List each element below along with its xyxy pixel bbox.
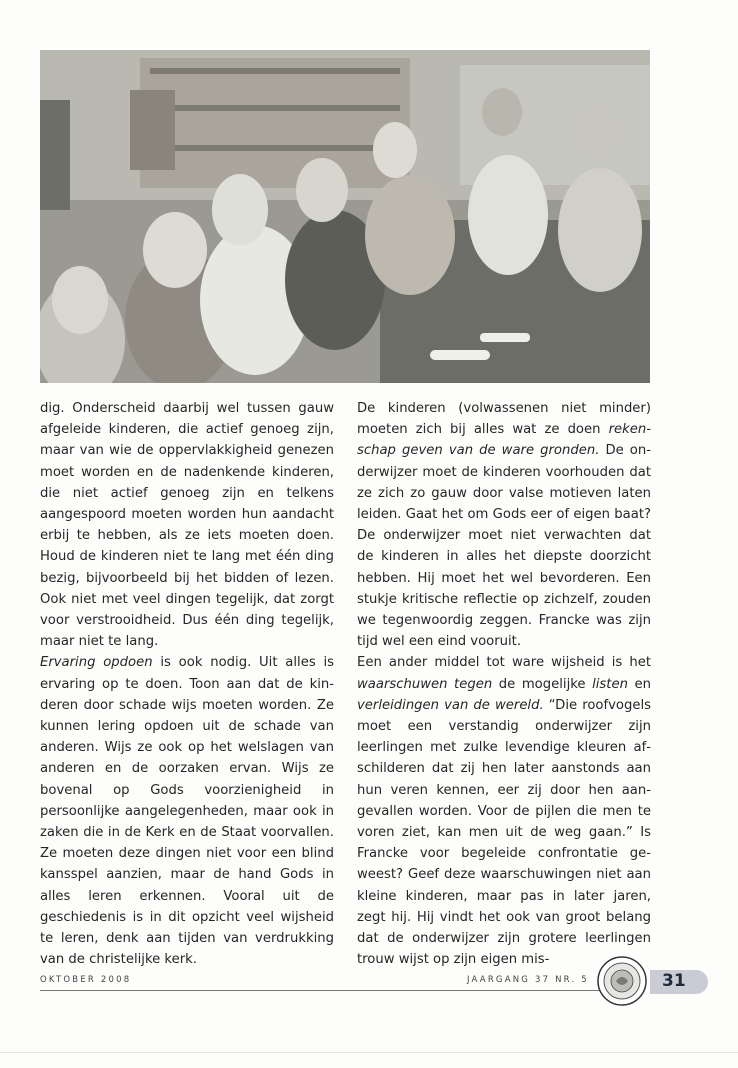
right-paragraph-2 [357, 652, 651, 970]
page-number: 31 [662, 971, 686, 991]
right-p1-end: De onderwijzer moet de kinderen voorhouden dat ze zich zo gauw door valse motieven laten leiden. Gaat het om Gods eer of eigen baat? De onderwijzer moet niet verwachten dat de kinderen in alles het diepste doorzicht hebben. Hij moet het wel bevorderen. Een stukje kritische reflectie op zichzelf, zouden we tegenwoordig zeggen. Francke was zijn tijd wel een eind vooruit. [357, 443, 651, 650]
emphasis-ervaring-opdoen: Ervaring opdoen [40, 655, 153, 671]
footer-issue: JAARGANG 37 NR. 5 [467, 975, 589, 985]
right-p2-mid: de mogelijke [492, 676, 593, 692]
right-p1-start: De kinderen (volwassenen niet minder) moeten zich bij alles wat ze doen [357, 401, 651, 438]
emphasis-rekenschap: rekenschap geven van de ware gronden. [357, 422, 651, 459]
left-paragraph-2 [40, 652, 334, 970]
right-paragraph-1 [357, 398, 651, 652]
right-p2-start: Een ander middel tot ware wijsheid is het [357, 655, 651, 671]
emphasis-listen: listen [592, 676, 628, 692]
classroom-photo [40, 50, 650, 383]
footer-rule [40, 990, 600, 991]
left-text-column [40, 398, 334, 970]
footer-date: OKTOBER 2008 [40, 975, 132, 985]
page-edge-line [0, 1052, 738, 1053]
left-paragraph-1: dig. Onderscheid daarbij wel tussen gauw afgeleide kinderen, die actief genoeg zijn, maar van wie de oppervlakkigheid genezen moet worden en de nadenkende kinderen, die niet actief genoeg zijn en telkens aangespoord moeten worden hun aandacht erbij te hebben, als ze iets moeten doen. Houd de kinderen niet te lang met één ding bezig, bijvoorbeeld bij het bidden of lezen. Ook niet met veel dingen tegelijk, dat zorgt voor verstrooidheid. Dus één ding tegelijk, maar niet te lang. [40, 401, 334, 650]
children-in-classroom-image [40, 50, 650, 383]
left-paragraph-2-text: is ook nodig. Uit alles is ervaring op te doen. Toon aan dat de kinderen door schade wijs moeten worden. Ze kunnen lering opdoen uit de schade van anderen. Wijs ze ook op het welslagen van anderen en de oorzaken ervan. Wijs ze bovenal op Gods voorzienigheid in persoonlijke aangelegenheden, maar ook in zaken die in de Kerk en de Staat voorvallen. Ze moeten deze dingen niet voor een blind kansspel aanzien, maar de hand Gods in alles leren erkennen. Vooral uit de geschiedenis is in dit opzicht veel wijsheid te leren, denk aan tijden van verdrukking van de christelijke kerk. [40, 655, 335, 968]
right-text-column [357, 398, 651, 970]
right-p2-mid2: en [627, 676, 651, 692]
emphasis-waarschuwen: waarschuwen tegen [357, 676, 493, 692]
right-p2-end: “Die roofvogels moet een verstandig onderwijzer zijn leerlingen met zulke levendige kleuren afschilderen dat zij hen later aanstonds aan hun veren kennen, eer zij door hen aangevallen worden. Voor de pijlen die men te voren ziet, kan men uit de weg gaan.” Is Francke voor begeleide confrontatie geweest? Geef deze waarschuwingen niet aan kleine kinderen, maar pas in later jaren, zegt hij. Hij vindt het ook van groot belang dat de onderwijzer zijn grotere leerlingen trouw wijst op zijn eigen mis- [357, 697, 652, 968]
seal-logo-icon [596, 955, 648, 1007]
emphasis-verleidingen: verleidingen van de wereld. [357, 697, 544, 713]
